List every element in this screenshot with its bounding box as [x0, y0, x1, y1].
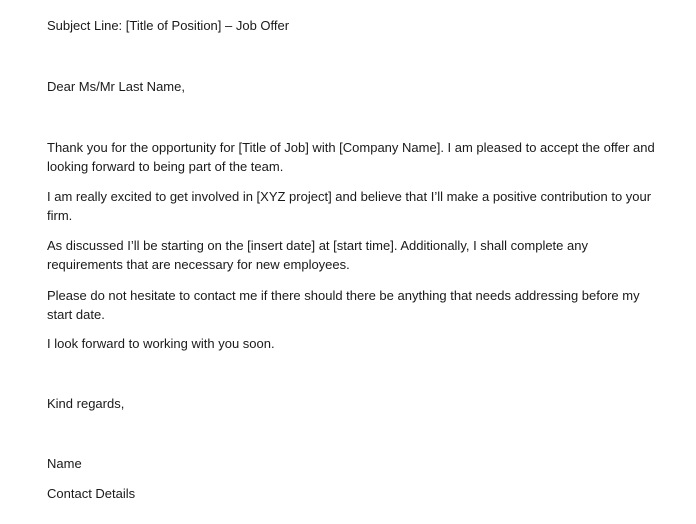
paragraph-start-date: As discussed I’ll be starting on the [insert date] at [start time]. Additionally, I shall complete any requirements that are necessary for new employees.: [47, 238, 588, 272]
paragraph-excitement: I am really excited to get involved in [XYZ project] and believe that I’ll make a positive contribution to your firm.: [47, 189, 652, 223]
paragraph-thanks: Thank you for the opportunity for [Title of Job] with [Company Name]. I am pleased to accept the offer and looking forward to being part of the team.: [47, 140, 655, 174]
paragraph-contact: Please do not hesitate to contact me if there should there be anything that needs addressing before my start date.: [47, 288, 640, 322]
contact-details: Contact Details: [47, 486, 136, 501]
signature-name: Name: [47, 456, 82, 471]
subject-line: Subject Line: [Title of Position] – Job Offer: [47, 18, 290, 33]
closing: Kind regards,: [47, 396, 125, 411]
paragraph-look-forward: I look forward to working with you soon.: [47, 336, 275, 351]
salutation: Dear Ms/Mr Last Name,: [47, 79, 185, 94]
